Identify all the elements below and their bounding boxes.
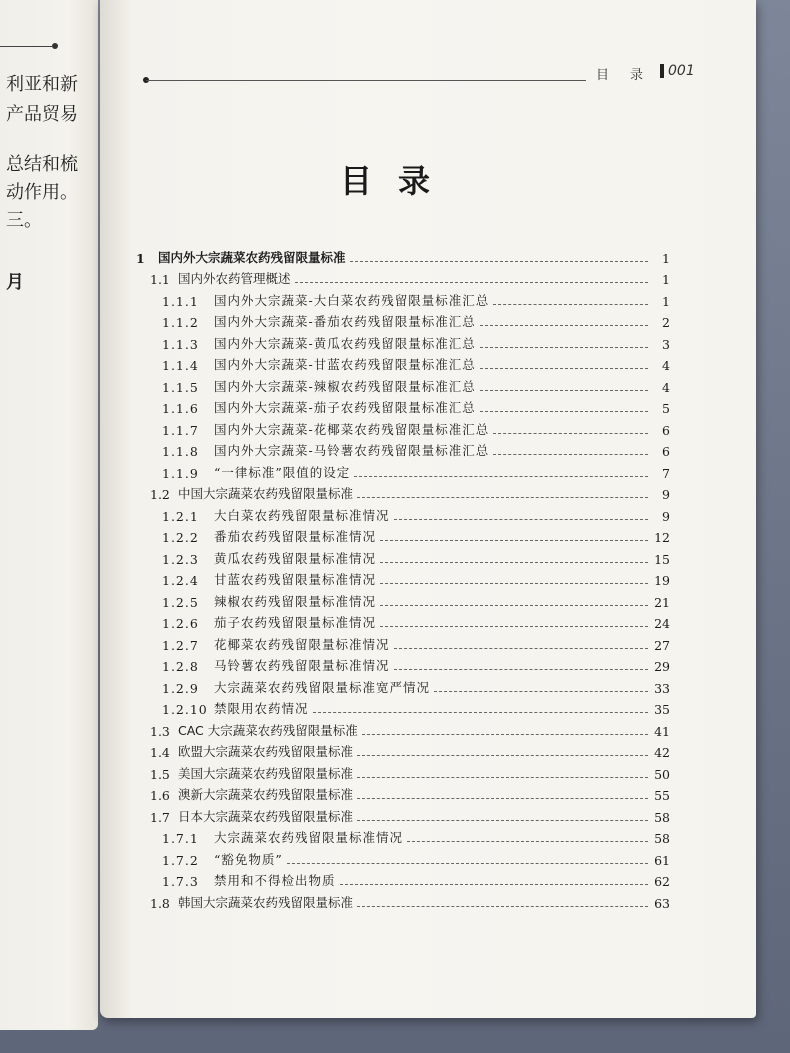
toc-entry-title: 甘蓝农药残留限量标准情况 — [214, 572, 377, 587]
toc-entry-title: 国内外大宗蔬菜-番茄农药残留限量标准汇总 — [214, 314, 476, 329]
toc-entry-number: 1.6 — [150, 788, 170, 803]
toc-leader — [340, 883, 648, 885]
toc-leader — [493, 432, 648, 434]
toc-entry-number: 1 — [136, 250, 145, 266]
toc-entry-number: 1.1 — [150, 272, 170, 287]
toc-entry-number: 1.1.6 — [162, 401, 199, 416]
toc-entry — [136, 502, 670, 524]
toc-entry-title: 日本大宗蔬菜农药残留限量标准 — [178, 808, 354, 824]
left-text-line: 利亚和新 — [6, 74, 78, 95]
toc-entry-title: 禁限用农药情况 — [214, 701, 309, 716]
toc-entry-number: 1.1.5 — [162, 379, 199, 395]
toc-entry — [136, 717, 670, 739]
toc-entry-title: “豁免物质” — [214, 851, 283, 867]
toc-entry-number: 1.2.8 — [162, 659, 199, 674]
toc-entry-page: 6 — [662, 444, 670, 459]
toc-leader — [313, 711, 648, 713]
toc-leader — [394, 518, 648, 520]
toc-entry-page: 1 — [662, 272, 670, 287]
toc-entry-page: 29 — [654, 659, 670, 674]
toc-entry — [136, 524, 670, 546]
toc-entry-number: 1.2 — [150, 487, 170, 502]
left-text-line: 月 — [6, 272, 24, 293]
toc-entry-number: 1.7.2 — [162, 852, 199, 868]
toc-entry-title: 辣椒农药残留限量标准情况 — [214, 593, 377, 609]
toc-entry-title: 番茄农药残留限量标准情况 — [214, 529, 377, 544]
toc-entry-number: 1.3 — [150, 723, 170, 739]
left-header-dot — [52, 43, 58, 49]
toc-entry-page: 4 — [662, 379, 670, 395]
toc-leader — [350, 260, 648, 262]
toc-leader — [357, 797, 648, 799]
left-text-line: 动作用。 — [6, 182, 78, 203]
toc-entry — [136, 244, 670, 266]
toc-leader — [380, 604, 648, 606]
toc-entry-title: 国内外大宗蔬菜-茄子农药残留限量标准汇总 — [214, 400, 476, 415]
toc-leader — [287, 862, 648, 864]
toc-entry-number: 1.2.10 — [162, 702, 208, 717]
toc-entry-page: 15 — [654, 551, 670, 567]
page-title: 目录 — [340, 162, 457, 200]
toc-entry — [136, 631, 670, 653]
toc-leader — [357, 496, 648, 498]
toc-leader — [394, 668, 648, 670]
toc-entry-number: 1.2.3 — [162, 551, 199, 567]
toc-entry-page: 6 — [662, 422, 670, 438]
toc-entry-number: 1.1.8 — [162, 444, 199, 459]
toc-entry-page: 41 — [654, 723, 670, 739]
toc-entry-title: CAC 大宗蔬菜农药残留限量标准 — [178, 722, 358, 738]
toc-entry — [136, 846, 670, 868]
toc-entry-title: 国内外农药管理概述 — [178, 271, 291, 286]
toc-entry — [136, 610, 670, 632]
toc-entry-page: 1 — [662, 250, 670, 266]
toc-entry-number: 1.2.2 — [162, 530, 199, 545]
toc-leader — [357, 776, 648, 778]
toc-entry-number: 1.2.9 — [162, 680, 199, 696]
toc-entry-page: 12 — [654, 530, 670, 545]
toc-entry-page: 9 — [662, 508, 670, 524]
toc-entry-page: 55 — [654, 788, 670, 803]
toc-entry-number: 1.5 — [150, 766, 170, 782]
toc-entry — [136, 782, 670, 804]
toc-entry-title: 美国大宗蔬菜农药残留限量标准 — [178, 765, 354, 781]
table-of-contents — [136, 244, 670, 911]
left-text-line: 三。 — [6, 210, 42, 231]
toc-entry — [136, 266, 670, 288]
toc-entry-title: 国内外大宗蔬菜-黄瓜农药残留限量标准汇总 — [214, 335, 476, 351]
toc-entry-page: 58 — [654, 831, 670, 846]
toc-entry-page: 5 — [662, 401, 670, 416]
toc-entry-page: 4 — [662, 358, 670, 373]
toc-entry-number: 1.2.4 — [162, 573, 199, 588]
toc-leader — [480, 346, 648, 348]
toc-entry-title: 国内外大宗蔬菜农药残留限量标准 — [158, 249, 346, 265]
running-header: 目 录 — [596, 68, 648, 83]
toc-entry-page: 27 — [654, 637, 670, 653]
toc-leader — [493, 453, 648, 455]
toc-entry — [136, 438, 670, 460]
toc-entry — [136, 481, 670, 503]
left-text-line: 总结和梳 — [6, 154, 78, 175]
toc-entry-number: 1.2.6 — [162, 616, 199, 631]
toc-entry-title: 马铃薯农药残留限量标准情况 — [214, 658, 390, 673]
toc-entry-title: 中国大宗蔬菜农药残留限量标准 — [178, 486, 354, 501]
toc-entry-title: 韩国大宗蔬菜农药残留限量标准 — [178, 894, 354, 910]
toc-leader — [480, 324, 648, 326]
toc-entry-title: 花椰菜农药残留限量标准情况 — [214, 636, 390, 652]
toc-entry — [136, 696, 670, 718]
toc-entry-number: 1.1.2 — [162, 315, 199, 330]
toc-leader — [380, 539, 648, 541]
toc-entry — [136, 545, 670, 567]
toc-leader — [357, 754, 648, 756]
toc-leader — [380, 561, 648, 563]
toc-leader — [480, 389, 648, 391]
toc-entry — [136, 309, 670, 331]
toc-entry-page: 21 — [654, 594, 670, 610]
toc-entry-page: 7 — [662, 465, 670, 481]
toc-leader — [380, 582, 648, 584]
toc-entry-title: 澳新大宗蔬菜农药残留限量标准 — [178, 787, 354, 802]
toc-entry-page: 58 — [654, 809, 670, 825]
toc-entry-number: 1.1.7 — [162, 422, 199, 438]
toc-entry-page: 9 — [662, 487, 670, 502]
toc-entry — [136, 760, 670, 782]
toc-entry — [136, 352, 670, 374]
toc-entry — [136, 373, 670, 395]
toc-entry-number: 1.2.5 — [162, 594, 199, 610]
left-page — [0, 0, 98, 1030]
toc-entry-number: 1.2.1 — [162, 508, 199, 524]
toc-entry — [136, 889, 670, 911]
toc-entry-page: 62 — [654, 874, 670, 889]
toc-entry — [136, 588, 670, 610]
toc-entry-title: 大白菜农药残留限量标准情况 — [214, 507, 390, 523]
toc-entry-page: 61 — [654, 852, 670, 868]
toc-entry-page: 63 — [654, 895, 670, 911]
toc-entry-title: 黄瓜农药残留限量标准情况 — [214, 550, 377, 566]
toc-entry-number: 1.7.1 — [162, 831, 199, 846]
toc-entry — [136, 330, 670, 352]
toc-entry-title: 欧盟大宗蔬菜农药残留限量标准 — [178, 744, 354, 759]
toc-entry-title: 国内外大宗蔬菜-甘蓝农药残留限量标准汇总 — [214, 357, 476, 372]
toc-entry — [136, 416, 670, 438]
toc-entry-title: “一律标准”限值的设定 — [214, 464, 351, 480]
header-page-number: 001 — [668, 63, 695, 79]
toc-entry — [136, 567, 670, 589]
toc-entry-number: 1.1.1 — [162, 293, 199, 309]
toc-entry-title: 禁用和不得检出物质 — [214, 873, 336, 888]
toc-leader — [493, 303, 648, 305]
toc-entry-page: 19 — [654, 573, 670, 588]
toc-entry-title: 茄子农药残留限量标准情况 — [214, 615, 377, 630]
toc-leader — [480, 367, 648, 369]
toc-entry-title: 大宗蔬菜农药残留限量标准情况 — [214, 830, 404, 845]
toc-entry — [136, 459, 670, 481]
toc-entry-title: 国内外大宗蔬菜-花椰菜农药残留限量标准汇总 — [214, 421, 490, 437]
toc-leader — [357, 905, 648, 907]
toc-entry-title: 国内外大宗蔬菜-马铃薯农药残留限量标准汇总 — [214, 443, 490, 458]
toc-entry-title: 国内外大宗蔬菜-辣椒农药残留限量标准汇总 — [214, 378, 476, 394]
toc-entry — [136, 825, 670, 847]
toc-entry-number: 1.1.3 — [162, 336, 199, 352]
toc-entry — [136, 653, 670, 675]
toc-entry-page: 33 — [654, 680, 670, 696]
toc-leader — [357, 819, 648, 821]
toc-entry — [136, 803, 670, 825]
toc-entry-number: 1.8 — [150, 895, 170, 911]
toc-entry-page: 2 — [662, 315, 670, 330]
left-text-line: 产品贸易 — [6, 104, 78, 125]
toc-entry-number: 1.1.9 — [162, 465, 199, 481]
toc-leader — [407, 840, 648, 842]
toc-leader — [434, 690, 648, 692]
toc-leader — [354, 475, 648, 477]
toc-leader — [295, 281, 648, 283]
toc-entry-page: 50 — [654, 766, 670, 782]
toc-entry-page: 3 — [662, 336, 670, 352]
toc-entry-page: 35 — [654, 702, 670, 717]
toc-entry — [136, 287, 670, 309]
toc-entry-number: 1.4 — [150, 745, 170, 760]
left-header-rule — [0, 46, 52, 47]
toc-entry-number: 1.7 — [150, 809, 170, 825]
toc-entry — [136, 674, 670, 696]
toc-entry-number: 1.1.4 — [162, 358, 199, 373]
header-rule — [146, 80, 586, 81]
toc-entry-title: 国内外大宗蔬菜-大白菜农药残留限量标准汇总 — [214, 292, 490, 308]
toc-leader — [380, 625, 648, 627]
toc-entry-number: 1.7.3 — [162, 874, 199, 889]
toc-entry — [136, 739, 670, 761]
toc-leader — [480, 410, 648, 412]
toc-entry-page: 42 — [654, 745, 670, 760]
toc-entry-title: 大宗蔬菜农药残留限量标准宽严情况 — [214, 679, 431, 695]
toc-entry — [136, 868, 670, 890]
toc-leader — [394, 647, 648, 649]
toc-entry-page: 24 — [654, 616, 670, 631]
toc-entry — [136, 395, 670, 417]
toc-entry-page: 1 — [662, 293, 670, 309]
header-separator — [660, 64, 664, 78]
toc-entry-number: 1.2.7 — [162, 637, 199, 653]
toc-leader — [362, 733, 648, 735]
